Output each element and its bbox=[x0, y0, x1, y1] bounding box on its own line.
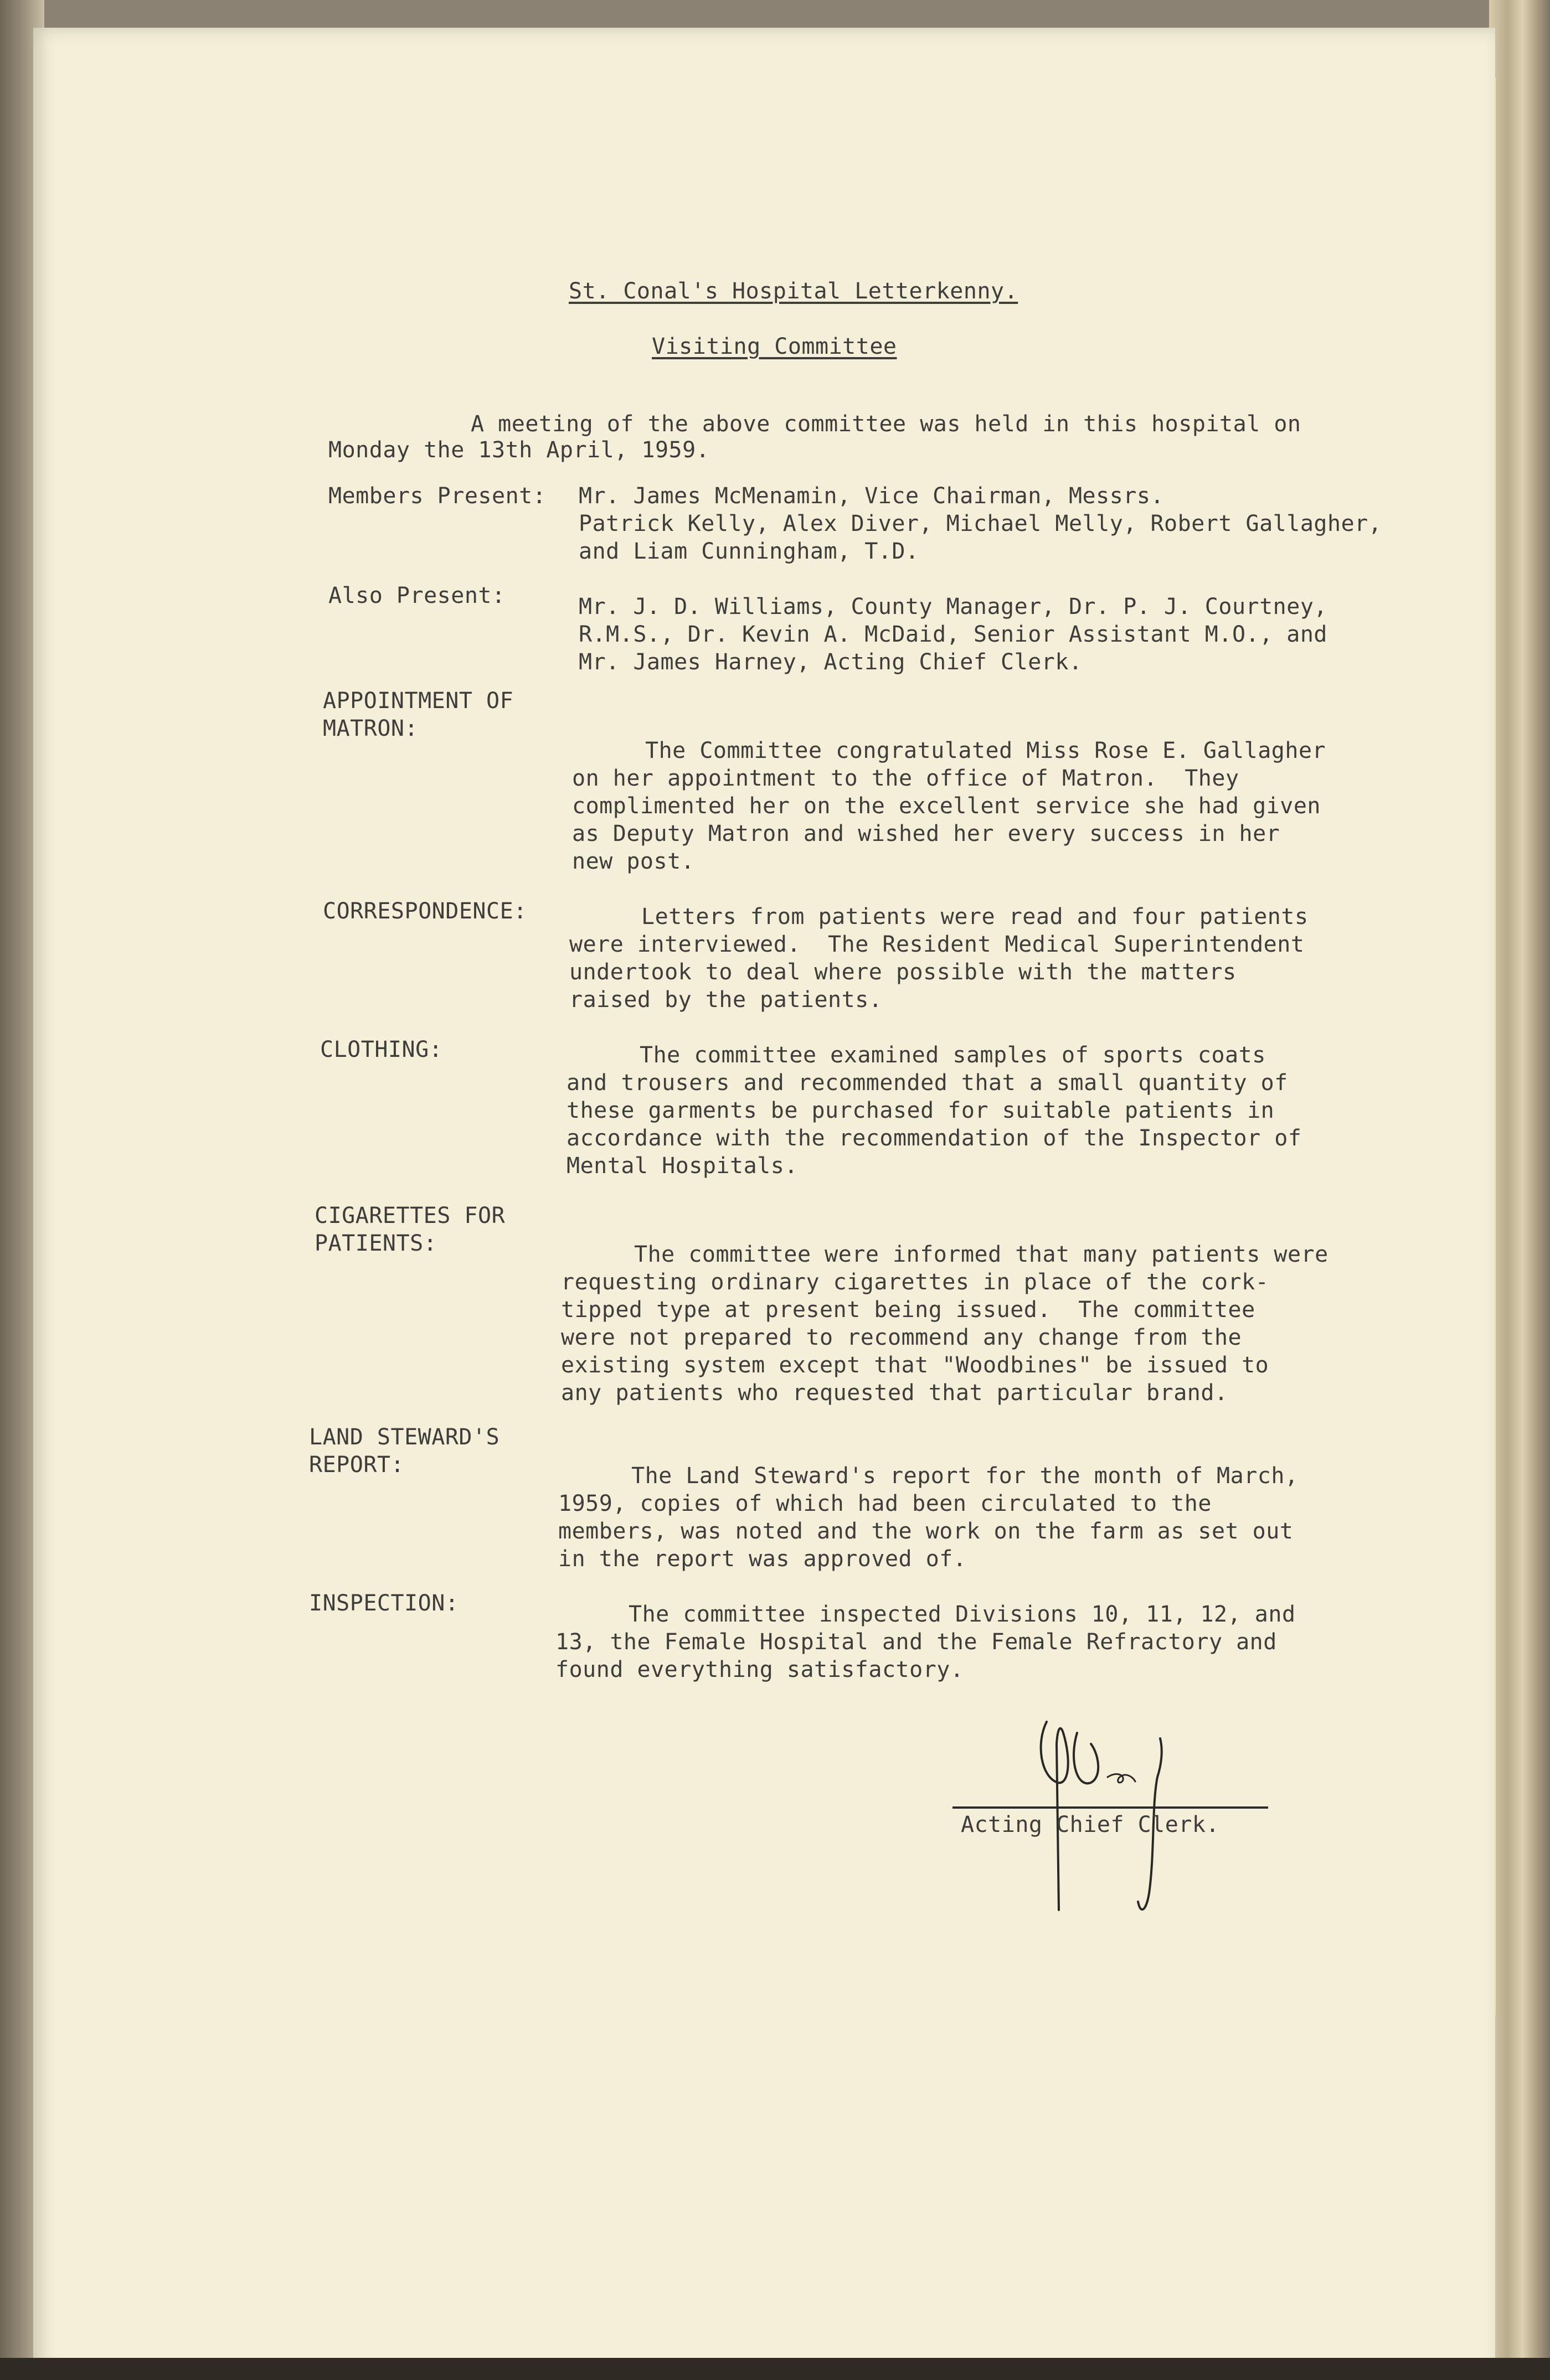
section-text-line: were not prepared to recommend any change from the bbox=[561, 1325, 1242, 1350]
section-text-line: The committee examined samples of sports coats bbox=[640, 1042, 1266, 1068]
section-label: MATRON: bbox=[323, 716, 419, 741]
section-text-line: requesting ordinary cigarettes in place of the cork- bbox=[561, 1269, 1269, 1295]
section-text-line: in the report was approved of. bbox=[558, 1546, 967, 1572]
page-stack-edge bbox=[1489, 0, 1550, 2380]
section-label: APPOINTMENT OF bbox=[323, 688, 514, 714]
section-text-line: tipped type at present being issued. The committee bbox=[561, 1297, 1255, 1323]
section-label: Members Present: bbox=[328, 483, 547, 509]
signature-caption: Acting Chief Clerk. bbox=[961, 1812, 1220, 1837]
section-text-line: any patients who requested that particular brand. bbox=[561, 1380, 1228, 1406]
section-text-line: members, was noted and the work on the farm as set out bbox=[558, 1519, 1294, 1544]
section-label: CORRESPONDENCE: bbox=[323, 899, 527, 924]
section-text-line: and Liam Cunningham, T.D. bbox=[579, 539, 919, 564]
section-text-line: The committee inspected Divisions 10, 11, 12, and bbox=[629, 1602, 1296, 1627]
section-text-line: The Land Steward's report for the month of March, bbox=[631, 1463, 1299, 1489]
section-text-line: were interviewed. The Resident Medical Superintendent bbox=[569, 932, 1305, 957]
section-text-line: The Committee congratulated Miss Rose E. Gallagher bbox=[645, 738, 1326, 763]
section-text-line: R.M.S., Dr. Kevin A. McDaid, Senior Assistant M.O., and bbox=[579, 622, 1328, 647]
section-text-line: complimented her on the excellent service she had given bbox=[572, 793, 1321, 819]
section-text-line: new post. bbox=[572, 849, 695, 874]
section-text-line: existing system except that "Woodbines" be issued to bbox=[561, 1352, 1269, 1378]
section-text-line: undertook to deal where possible with the matters bbox=[569, 959, 1237, 985]
section-text-line: The committee were informed that many patients were bbox=[634, 1242, 1328, 1267]
section-text-line: Mental Hospitals. bbox=[567, 1153, 798, 1179]
document-page bbox=[33, 28, 1495, 2380]
section-label: Also Present: bbox=[328, 583, 506, 608]
section-label: CIGARETTES FOR bbox=[315, 1203, 506, 1228]
section-text-line: these garments be purchased for suitable patients in bbox=[567, 1098, 1275, 1123]
section-label: LAND STEWARD'S bbox=[309, 1424, 500, 1450]
section-text-line: and trousers and recommended that a small quantity of bbox=[567, 1070, 1288, 1096]
section-text-line: accordance with the recommendation of the Inspector of bbox=[567, 1126, 1302, 1151]
section-text-line: as Deputy Matron and wished her every success in her bbox=[572, 821, 1280, 846]
section-label: CLOTHING: bbox=[320, 1037, 443, 1062]
section-label: PATIENTS: bbox=[315, 1231, 437, 1256]
section-text-line: Patrick Kelly, Alex Diver, Michael Melly, Robert Gallagher, bbox=[579, 511, 1382, 536]
document-title: St. Conal's Hospital Letterkenny. bbox=[569, 278, 1018, 304]
section-text-line: Mr. James McMenamin, Vice Chairman, Messrs. bbox=[579, 483, 1165, 509]
section-text-line: Mr. James Harney, Acting Chief Clerk. bbox=[579, 649, 1083, 675]
scan-bottom-edge bbox=[0, 2358, 1550, 2380]
intro-line: A meeting of the above committee was held in this hospital on bbox=[471, 411, 1301, 437]
section-label: REPORT: bbox=[309, 1452, 405, 1478]
section-text-line: found everything satisfactory. bbox=[555, 1657, 964, 1682]
section-text-line: on her appointment to the office of Matron. They bbox=[572, 766, 1239, 791]
document-subtitle: Visiting Committee bbox=[652, 334, 897, 359]
intro-line: Monday the 13th April, 1959. bbox=[328, 437, 710, 463]
section-text-line: 13, the Female Hospital and the Female Refractory and bbox=[555, 1629, 1277, 1655]
section-text-line: Mr. J. D. Williams, County Manager, Dr. P. J. Courtney, bbox=[579, 594, 1328, 619]
section-text-line: Letters from patients were read and four patients bbox=[641, 904, 1309, 930]
section-text-line: 1959, copies of which had been circulated to the bbox=[558, 1491, 1212, 1516]
section-label: INSPECTION: bbox=[309, 1591, 459, 1616]
section-text-line: raised by the patients. bbox=[569, 987, 883, 1013]
